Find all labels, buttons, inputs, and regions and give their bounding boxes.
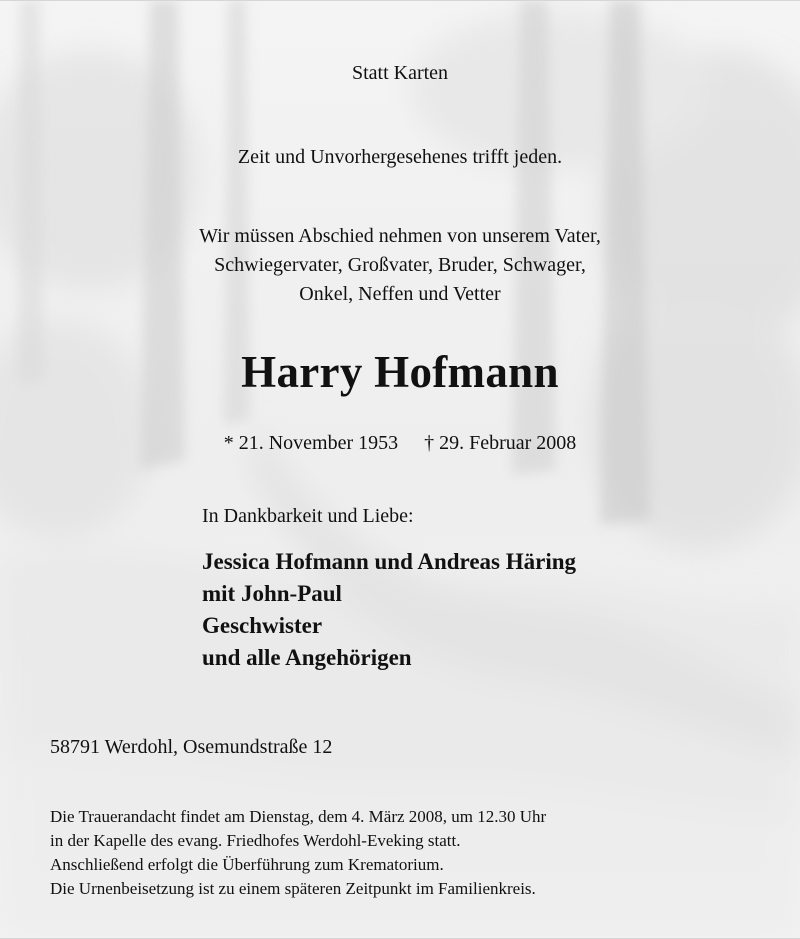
service-details xyxy=(50,805,546,901)
deceased-name: Harry Hofmann xyxy=(241,347,559,397)
service-line: Anschließend erfolgt die Überführung zum Krematorium. xyxy=(50,855,444,874)
life-dates xyxy=(0,432,800,455)
mourner-line: mit John-Paul xyxy=(202,581,342,606)
thanks-line: In Dankbarkeit und Liebe: xyxy=(202,505,414,527)
mourner-line: und alle Angehörigen xyxy=(202,645,412,670)
intro-line: Onkel, Neffen und Vetter xyxy=(299,283,501,305)
mourner-line: Jessica Hofmann und Andreas Häring xyxy=(202,549,577,574)
service-line: in der Kapelle des evang. Friedhofes Werdohl-Eveking statt. xyxy=(50,831,461,850)
birth-date: * 21. November 1953 xyxy=(223,432,399,454)
statt-karten-heading: Statt Karten xyxy=(351,62,449,84)
top-border xyxy=(0,0,800,1)
death-date: † 29. Februar 2008 xyxy=(424,432,577,454)
motto-text: Zeit und Unvorhergesehenes trifft jeden. xyxy=(237,146,563,168)
intro-line: Wir müssen Abschied nehmen von unserem Vater, xyxy=(199,225,601,247)
service-line: Die Trauerandacht findet am Dienstag, dem 4. März 2008, um 12.30 Uhr xyxy=(50,807,547,826)
mourner-line: Geschwister xyxy=(202,613,323,638)
mourners-list xyxy=(202,546,576,674)
service-line: Die Urnenbeisetzung ist zu einem späteren Zeitpunkt im Familienkreis. xyxy=(50,879,536,898)
farewell-intro xyxy=(0,222,800,309)
family-address: 58791 Werdohl, Osemundstraße 12 xyxy=(50,736,333,758)
intro-line: Schwiegervater, Großvater, Bruder, Schwager, xyxy=(214,254,586,276)
